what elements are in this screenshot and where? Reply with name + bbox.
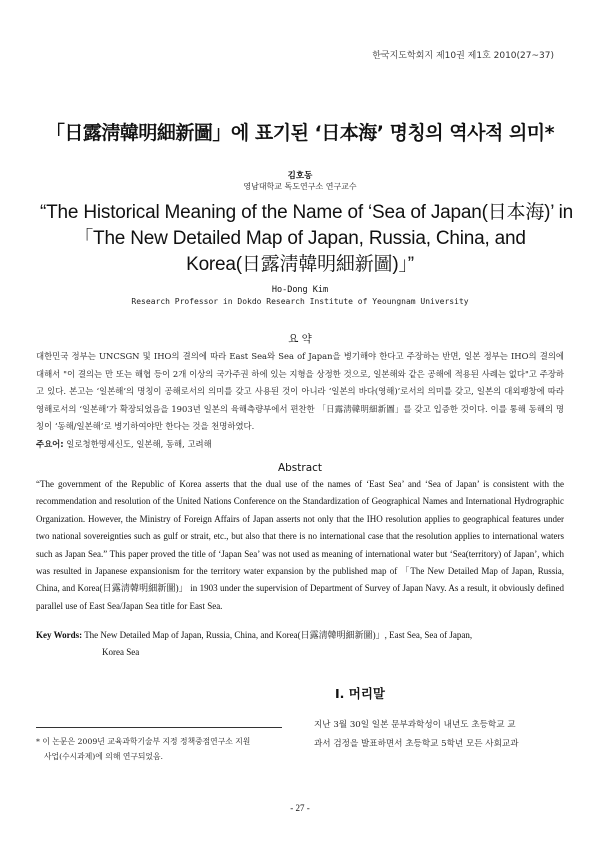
footnote-divider bbox=[36, 727, 282, 728]
english-title bbox=[40, 200, 574, 278]
korean-affiliation: 영남대학교 독도연구소 연구교수 bbox=[243, 182, 357, 191]
korean-keywords-text: 일로청한명세신도, 일본해, 동해, 고려해 bbox=[66, 438, 212, 449]
korean-keywords bbox=[36, 436, 564, 454]
body-line: 지난 3월 30일 일본 문부과학성이 내년도 초등학교 교 bbox=[314, 720, 516, 730]
korean-title: 「日露淸韓明細新圖」에 표기된 ‘日本海’ 명칭의 역사적 의미* bbox=[45, 122, 555, 144]
english-abstract-heading: Abstract bbox=[277, 462, 323, 474]
english-abstract bbox=[36, 476, 564, 615]
english-title-line: “The Historical Meaning of the Name of ‘Sea of Japan(日本海)’ in bbox=[40, 202, 574, 223]
korean-abstract bbox=[36, 348, 564, 453]
korean-abstract-heading: 요 약 bbox=[288, 333, 312, 345]
english-author: Ho-Dong Kim bbox=[271, 285, 329, 295]
running-head: 한국지도학회지 제10권 제1호 2010(27~37) bbox=[372, 51, 554, 61]
english-keywords-continuation: Korea Sea bbox=[102, 647, 140, 658]
body-line: 과서 검정을 발표하면서 초등학교 5학년 모든 사회교과 bbox=[314, 739, 519, 749]
english-keywords-text: The New Detailed Map of Japan, Russia, China, and Korea(日露淸韓明細新圖)」, East Sea, Sea of Japan, bbox=[84, 630, 473, 640]
footnote bbox=[36, 734, 286, 764]
footnote-line: 사업(수시과제)에 의해 연구되었음. bbox=[44, 752, 163, 761]
page-number: - 27 - bbox=[290, 803, 310, 813]
footnote-line: * 이 논문은 2009년 교육과학기술부 지정 정책중점연구소 지원 bbox=[36, 737, 251, 746]
english-abstract-text: “The government of the Republic of Korea asserts that the dual use of the names of ‘East Sea’ and ‘Sea of Japan’ is consistent with the recommendation and resolution of the United Nations Conference on the Standardization of Geographical Names and International Hydrographic Organization. However, the Ministry of Foreign Affairs of Japan asserts not only that the IHO resolution applies to geographical features under two national sovereignties such as gulf or strait, etc., but also that there is no international case that the resolution applies to international waters such as Japan Sea.” This paper proved the title of ‘Japan Sea’ was not used as meaning of international water but ‘Sea(territory) of Japan’, which was resulted in Japanese expansionism for the territory water expansion by the published map of 「The New Detailed Map of Japan, Russia, China, and Korea(日露淸韓明細新圖)」 in 1903 under the supervision of Department of Survey of Japan Navy. As a result, it obviously defined parallel use of East Sea/Japan Sea title for East Sea. bbox=[36, 479, 564, 611]
korean-keywords-label: 주요어: bbox=[36, 438, 64, 449]
english-keywords bbox=[36, 627, 564, 662]
section-heading: Ⅰ. 머리말 bbox=[335, 686, 385, 701]
english-title-line: Korea(日露淸韓明細新圖)」” bbox=[186, 254, 414, 275]
korean-author: 김호동 bbox=[287, 171, 313, 181]
english-title-line: 「The New Detailed Map of Japan, Russia, China, and bbox=[74, 228, 526, 249]
english-affiliation: Research Professor in Dokdo Research Institute of Yeoungnam University bbox=[131, 297, 469, 306]
english-keywords-label: Key Words: bbox=[36, 630, 83, 640]
korean-abstract-text: 대한민국 정부는 UNCSGN 및 IHO의 결의에 따라 East Sea와 Sea of Japan을 병기해야 한다고 주장하는 반면, 일본 정부는 IHO의 결의에 대해서 "이 결의는 만 또는 해협 등이 2개 이상의 국가주권 하에 있는 지형을 상정한 것으로, 일본해와 같은 공해에 적용된 사례는 없다"고 주장하고 있다. 본고는 ‘일본해’의 명칭이 공해로서의 의미를 갖고 사용된 것이 아니라 ‘일본의 바다(영해)’로서의 의미를 갖고, 일본의 대외팽창에 따라 영해로서의 ‘일본해’가 확장되었음을 1903년 일본의 육해측량부에서 편찬한 「日露淸韓明細新圖」를 갖고 입증한 것이다. 이를 통해 동해의 명칭이 ‘동해/일본해’로 병기하여야만 한다는 것을 천명하였다. bbox=[36, 351, 564, 431]
body-text bbox=[314, 716, 564, 754]
